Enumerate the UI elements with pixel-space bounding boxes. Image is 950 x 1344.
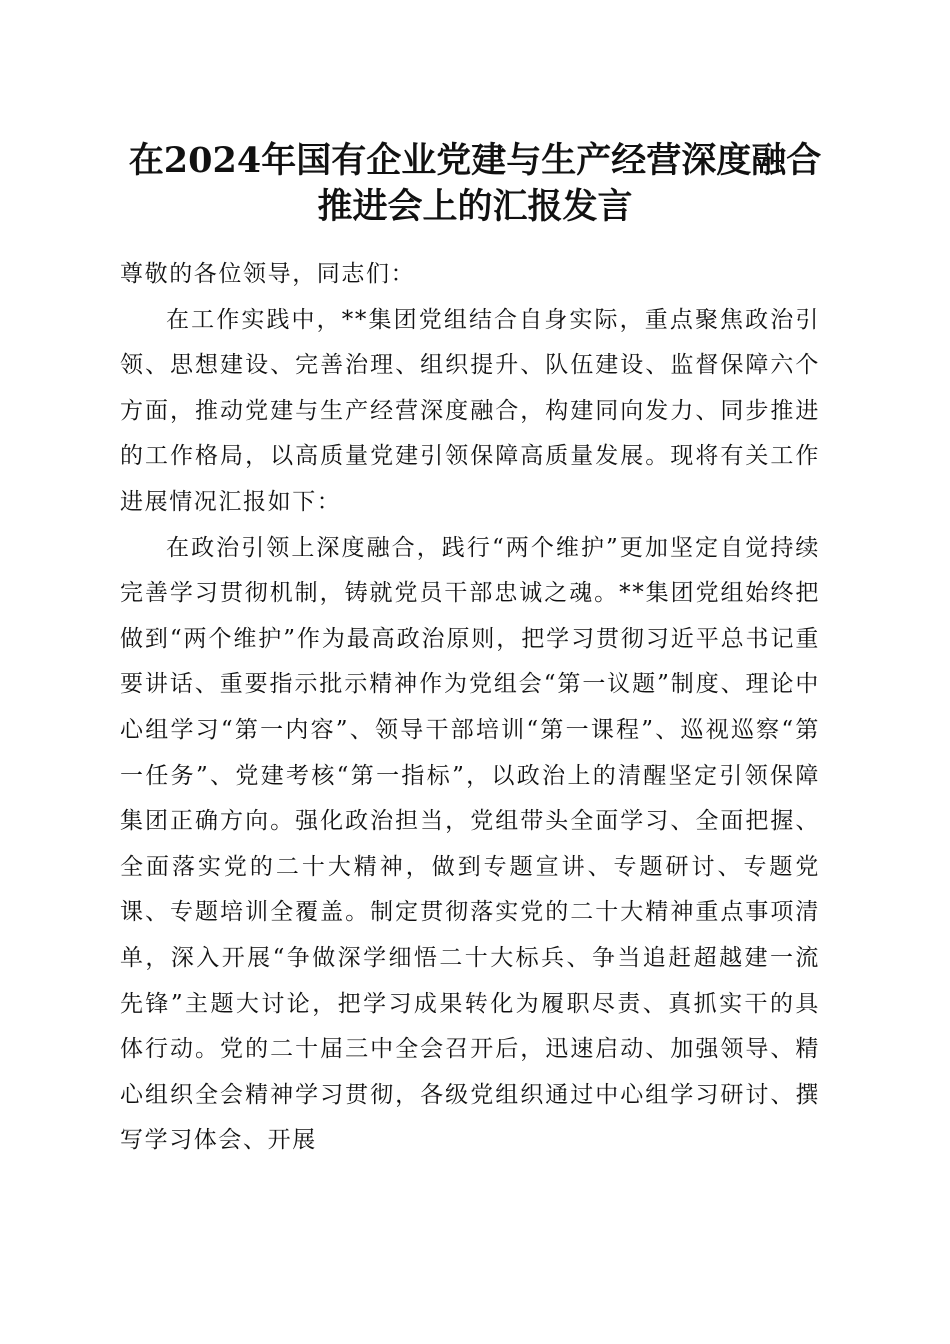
paragraph-intro: 在工作实践中，**集团党组结合自身实际，重点聚焦政治引领、思想建设、完善治理、组织提升、队伍建设、监督保障六个方面，推动党建与生产经营深度融合，构建同向发力、同步推进的工作格局，以高质量党建引领保障高质量发展。现将有关工作进展情况汇报如下： bbox=[120, 306, 820, 515]
title-line-1: 在2024年国有企业党建与生产经营深度融合 bbox=[128, 140, 822, 181]
paragraph-political-guidance: 在政治引领上深度融合，践行“两个维护”更加坚定自觉持续完善学习贯彻机制，铸就党员干部忠诚之魂。**集团党组始终把做到“两个维护”作为最高政治原则，把学习贯彻习近平总书记重要讲话、重要指示批示精神作为党组会“第一议题”制度、理论中心组学习“第一内容”、领导干部培训“第一课程”、巡视巡察“第一任务”、党建考核“第一指标”，以政治上的清醒坚定引领保障集团正确方向。强化政治担当，党组带头全面学习、全面把握、全面落实党的二十大精神，做到专题宣讲、专题研讨、专题党课、专题培训全覆盖。制定贯彻落实党的二十大精神重点事项清单，深入开展“争做深学细悟二十大标兵、争当追赶超越建一流先锋”主题大讨论，把学习成果转化为履职尽责、真抓实干的具体行动。党的二十届三中全会召开后，迅速启动、加强领导、精心组织全会精神学习贯彻，各级党组织通过中心组学习研讨、撰写学习体会、开展 bbox=[120, 534, 820, 1154]
salutation: 尊敬的各位领导，同志们： bbox=[120, 261, 416, 287]
document-body bbox=[120, 252, 820, 1164]
title-line-2: 推进会上的汇报发言 bbox=[317, 186, 633, 227]
document-title bbox=[100, 138, 850, 230]
